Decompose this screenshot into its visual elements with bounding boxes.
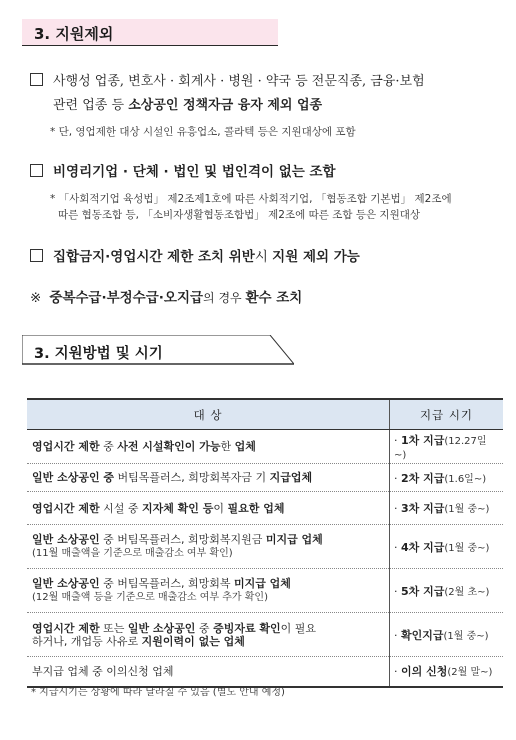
payment-cell: · 1차 지급(12.27일~) — [390, 430, 504, 464]
payment-cell: · 4차 지급(1월 중~) — [390, 525, 504, 569]
cell-bold: 일반 소상공인 — [127, 621, 196, 635]
table-row — [27, 525, 503, 569]
checkbox-icon — [30, 73, 43, 86]
cell-bold: 사전 시설확인이 가능 — [117, 440, 221, 453]
note-entertainment: * 단, 영업제한 대상 시설인 유흥업소, 콜라텍 등은 지원대상에 포함 — [50, 126, 356, 138]
header-target: 대 상 — [27, 399, 390, 430]
payment-cell: · 3차 지급(1월 중~) — [390, 492, 504, 525]
cell-text: 시설 중 — [99, 501, 142, 515]
cell-text: 중 버팀목플러스, 희망회복지원금 — [99, 533, 266, 546]
payment-date: (1월 중~) — [444, 504, 490, 515]
cell-text: 중 — [99, 440, 118, 453]
payment-round: 확인지급 — [401, 628, 444, 642]
cell-bold: 지자체 확인 등 — [141, 501, 214, 515]
table-row — [27, 492, 503, 525]
payment-date: (1월 중~) — [443, 630, 489, 642]
section-header-exclusion — [22, 19, 278, 46]
table-row — [27, 569, 503, 613]
item-bold-text: 환수 조치 — [245, 290, 303, 306]
payment-date: (12.27일~) — [394, 436, 487, 461]
exclusion-item-refund — [30, 286, 302, 306]
payment-date: (1.6일~) — [444, 473, 487, 485]
payment-cell: · 확인지급(1월 중~) — [390, 613, 504, 657]
payment-round: 4차 지급 — [401, 540, 445, 554]
payment-date: (2월 말~) — [447, 667, 493, 679]
cell-bold: 미지급 업체 — [265, 533, 323, 546]
item-text: 사행성 업종, 변호사 · 회계사 · 병원 · 약국 등 전문직종, 금융·보험 — [53, 74, 425, 89]
payment-round: 1차 지급 — [401, 434, 445, 447]
reference-mark: ※ — [30, 290, 42, 306]
payment-round: 이의 신청 — [401, 665, 448, 679]
cell-bold: 필요한 업체 — [227, 501, 285, 515]
payment-schedule-table — [27, 398, 503, 688]
table-row — [27, 430, 503, 464]
payment-cell: · 이의 신청(2월 말~) — [390, 657, 504, 687]
target-cell — [27, 464, 390, 492]
payment-cell: · 5차 지급(2월 초~) — [390, 569, 504, 613]
payment-round: 3차 지급 — [401, 502, 445, 515]
cell-bold: 영업시간 제한 — [32, 440, 100, 453]
cell-bold: 미지급 업체 — [233, 577, 291, 590]
target-cell — [27, 657, 390, 687]
section-title: 3. 지원방법 및 시기 — [34, 346, 163, 362]
payment-round: 5차 지급 — [401, 584, 445, 598]
cell-subtext: (11월 매출액을 기준으로 매출감소 여부 확인) — [32, 548, 233, 559]
cell-text: 부지급 업체 중 이의신청 업체 — [32, 664, 174, 678]
payment-date: (2월 초~) — [444, 586, 490, 598]
item-bold-text: 지원 제외 가능 — [272, 249, 360, 265]
exclusion-item-violation — [30, 245, 360, 265]
target-cell — [27, 525, 390, 569]
cell-bold: 일반 소상공인 — [32, 577, 100, 590]
item-text: 의 경우 — [203, 291, 246, 305]
table-row — [27, 613, 503, 657]
note-line: * 「사회적기업 육성법」 제2조제1호에 따른 사회적기업, 「협동조합 기본법」 제2조에 — [50, 193, 452, 205]
payment-date: (1월 중~) — [444, 542, 490, 554]
cell-bold: 일반 소상공인 — [32, 533, 100, 546]
cell-bold: 영업시간 제한 — [32, 621, 100, 635]
cell-text: 또는 — [99, 621, 128, 635]
cell-text: 중 버팀목플러스, 희망회복 — [99, 577, 234, 590]
note-social-enterprise — [50, 191, 452, 223]
item-bold-text: 비영리기업 · 단체 · 법인 및 법인격이 없는 조합 — [53, 164, 336, 180]
payment-round: 2차 지급 — [401, 471, 445, 485]
cell-bold: 지원이력이 없는 업체 — [141, 634, 245, 648]
cell-text: 이 — [213, 501, 228, 515]
exclusion-item-professional — [30, 70, 425, 118]
section-header-method — [22, 335, 294, 365]
cell-text: 한 — [220, 440, 235, 453]
note-line: 따른 협동조합 등, 「소비자생활협동조합법」 제2조에 따른 조합 등은 지원대상 — [58, 209, 421, 221]
item-text: 관련 업종 등 — [53, 98, 129, 113]
cell-subtext: (12월 매출액 등을 기준으로 매출감소 여부 추가 확인) — [32, 592, 268, 603]
target-cell — [27, 613, 390, 657]
item-bold-text: 중복수급·부정수급·오지급 — [49, 290, 204, 306]
cell-text: 이 필요 — [280, 621, 317, 635]
cell-text: 중 — [195, 621, 214, 635]
item-bold-text: 소상공인 정책자금 융자 제외 업종 — [128, 98, 323, 113]
target-cell — [27, 430, 390, 464]
checkbox-icon — [30, 164, 43, 177]
target-cell — [27, 492, 390, 525]
cell-bold: 증빙자료 확인 — [213, 621, 281, 635]
item-text: 시 — [254, 249, 273, 265]
table-row — [27, 657, 503, 687]
cell-bold: 영업시간 제한 — [32, 501, 100, 515]
footer-note: * 지급시기는 상황에 따라 달라질 수 있음 (별도 안내 예정) — [31, 687, 285, 698]
item-bold-text: 집합금지·영업시간 제한 조치 위반 — [53, 249, 255, 265]
checkbox-icon — [30, 249, 43, 262]
header-payment-time: 지급 시기 — [390, 399, 504, 430]
target-cell — [27, 569, 390, 613]
section-title: 3. 지원제외 — [34, 25, 114, 43]
table-row — [27, 464, 503, 492]
cell-bold: 일반 소상공인 중 — [32, 471, 115, 484]
table-header-row — [27, 399, 503, 430]
payment-cell: · 2차 지급(1.6일~) — [390, 464, 504, 492]
cell-bold: 업체 — [234, 440, 256, 453]
cell-text: 하거나, 개업등 사유로 — [32, 634, 142, 648]
cell-bold: 지급업체 — [269, 471, 313, 484]
cell-text: 버팀목플러스, 희망회복자금 기 — [114, 471, 270, 484]
exclusion-item-nonprofit — [30, 160, 336, 180]
